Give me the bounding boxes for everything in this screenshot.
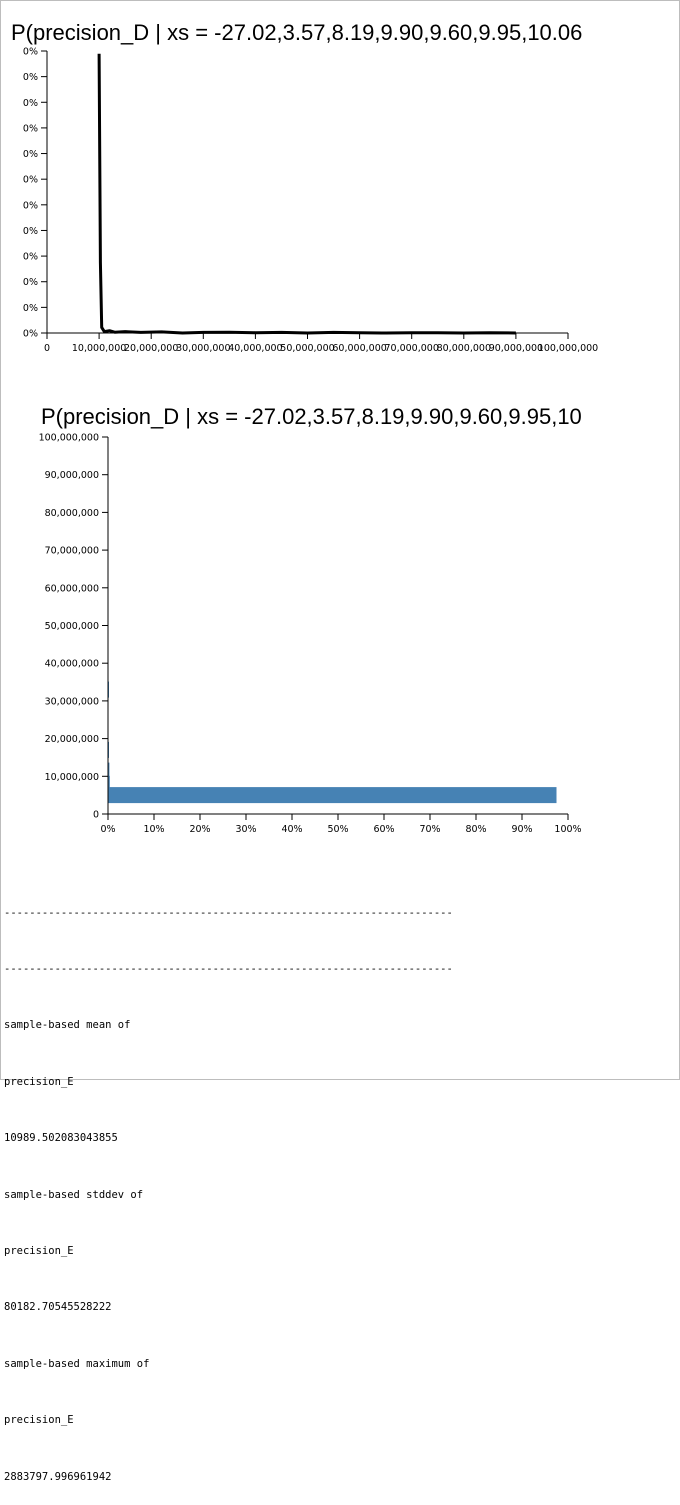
x-tick-label: 50%: [327, 824, 349, 835]
y-tick-label: 0%: [22, 97, 38, 109]
y-tick-label: 70,000,000: [44, 545, 99, 557]
x-tick-label: 60,000,000: [332, 343, 387, 354]
y-tick-label: 0%: [22, 302, 38, 314]
y-tick-label: 10,000,000: [44, 771, 99, 783]
y-tick-label: 0%: [22, 72, 38, 84]
y-tick-label: 0%: [22, 328, 38, 340]
x-tick-label: 100%: [554, 824, 582, 835]
chart-title: P(precision_D | xs = -27.02,3.57,8.19,9.90,9.60,9.95,10.06: [11, 20, 583, 45]
x-tick-label: 10,000,000: [71, 343, 127, 354]
x-tick-label: 10%: [143, 824, 165, 835]
x-tick-label: 20%: [189, 824, 211, 835]
y-tick-label: 20,000,000: [44, 734, 99, 746]
histogram-bar: [108, 787, 557, 803]
density-line: [99, 54, 516, 333]
chart-title: P(precision_D | xs = -27.02,3.57,8.19,9.90,9.60,9.95,10: [41, 404, 582, 429]
y-tick-label: 0%: [22, 251, 38, 263]
console-rule: -----------------------------------------------------------------------: [4, 962, 453, 975]
x-tick-label: 30%: [235, 824, 257, 835]
x-tick-label: 20,000,000: [123, 343, 179, 354]
console-line: precision_E: [4, 1244, 74, 1257]
y-tick-label: 30,000,000: [44, 696, 99, 708]
x-tick-label: 80,000,000: [436, 343, 492, 354]
y-tick-label: 0%: [22, 200, 38, 212]
x-tick-label: 50,000,000: [280, 343, 335, 354]
console-line: 10989.502083043855: [4, 1132, 118, 1145]
x-tick-label: 0%: [100, 824, 116, 835]
console-rule: -----------------------------------------------------------------------: [4, 906, 453, 919]
y-tick-label: 50,000,000: [44, 621, 99, 632]
y-tick-label: 0%: [22, 225, 38, 237]
console-line: sample-based mean of: [4, 1019, 131, 1032]
x-tick-label: 80%: [465, 824, 487, 835]
console-line: 2883797.996961942: [4, 1470, 112, 1483]
y-tick-label: 0: [92, 809, 99, 821]
y-tick-label: 40,000,000: [44, 658, 99, 670]
x-tick-label: 40%: [281, 824, 303, 835]
console-line: sample-based maximum of: [4, 1357, 150, 1370]
x-tick-label: 100,000,000: [537, 343, 599, 354]
x-tick-label: 0: [43, 343, 51, 354]
console-line: precision_E: [4, 1075, 74, 1088]
y-tick-label: 80,000,000: [44, 507, 99, 519]
x-tick-label: 30,000,000: [176, 343, 231, 354]
console-line: precision_E: [4, 1414, 74, 1427]
x-tick-label: 70,000,000: [384, 343, 439, 354]
y-tick-label: 60,000,000: [44, 583, 99, 595]
y-tick-label: 0%: [22, 174, 38, 186]
console-line: 80182.70545528222: [4, 1301, 112, 1314]
y-tick-label: 0%: [22, 123, 38, 135]
console-line: sample-based stddev of: [4, 1188, 144, 1201]
x-tick-label: 70%: [419, 824, 441, 835]
y-tick-label: 0%: [22, 277, 38, 289]
histogram-bar-chart: [0, 425, 680, 845]
y-tick-label: 90,000,000: [44, 470, 99, 482]
x-tick-label: 40,000,000: [228, 343, 283, 354]
y-tick-label: 0%: [22, 46, 38, 58]
y-tick-label: 0%: [22, 149, 38, 161]
x-tick-label: 90%: [511, 824, 533, 835]
x-tick-label: 90,000,000: [488, 343, 544, 354]
density-line-chart: [0, 40, 680, 370]
x-tick-label: 60%: [373, 824, 395, 835]
y-tick-label: 100,000,000: [38, 432, 99, 444]
console-output: [4, 866, 664, 1505]
